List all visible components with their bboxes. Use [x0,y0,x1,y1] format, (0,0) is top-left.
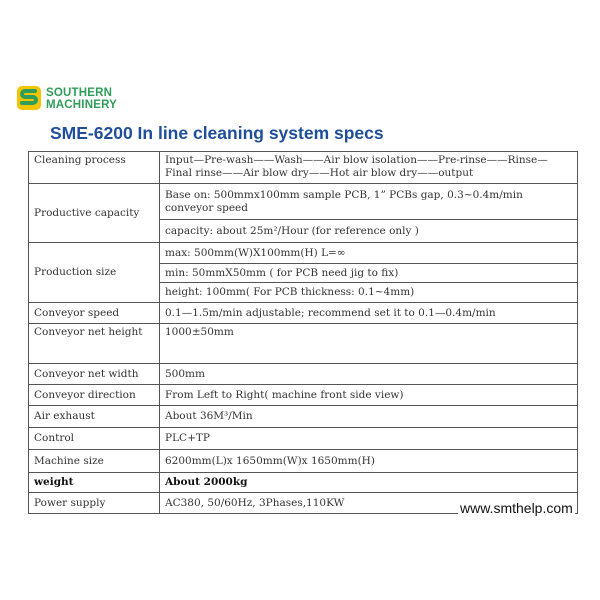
row-value: About 36M³/Min [160,406,578,428]
row-value: 6200mm(L)x 1650mm(W)x 1650mm(H) [160,450,578,473]
row-label: weight [29,473,160,493]
table-row [29,450,578,473]
row-value: 500mm [160,364,578,385]
row-label: Power supply [29,493,160,514]
row-value: height: 100mm( For PCB thickness: 0.1~4mm) [160,283,578,303]
row-label: Conveyor direction [29,385,160,406]
row-value: capacity: about 25m²/Hour (for reference only ) [160,220,578,243]
table-row [29,152,578,184]
table-row [29,428,578,450]
row-label: Conveyor net width [29,364,160,385]
page-title: SME-6200 In line cleaning system specs [50,123,384,143]
row-label: Air exhaust [29,406,160,428]
table-row [29,243,578,264]
logo-line-2: MACHINERY [46,99,118,111]
row-label: Conveyor net height [29,324,160,364]
row-value: max: 500mm(W)X100mm(H) L=∞ [160,243,578,264]
row-label: Productive capacity [29,184,160,243]
table-row [29,473,578,493]
row-value: 0.1—1.5m/min adjustable; recommend set it to 0.1—0.4m/min [160,303,578,324]
row-value: From Left to Right( machine front side view) [160,385,578,406]
specs-table [28,151,578,514]
row-value: min: 50mmX50mm ( for PCB need jig to fix) [160,264,578,283]
row-value: PLC+TP [160,428,578,450]
website-watermark: www.smthelp.com [460,500,573,516]
table-row [29,324,578,364]
row-value: Base on: 500mmx100mm sample PCB, 1” PCBs gap, 0.3~0.4m/min conveyor speed [160,184,578,220]
row-value: 1000±50mm [160,324,578,364]
table-row [29,406,578,428]
table-row [29,385,578,406]
table-row [29,364,578,385]
row-label: Control [29,428,160,450]
table-row [29,303,578,324]
row-value: AC380, 50/60Hz, 3Phases,110KW [160,493,578,514]
row-label: Cleaning process [29,152,160,184]
row-value: About 2000kg [160,473,578,493]
logo-line-1: SOUTHERN [46,87,113,99]
row-value: Input—Pre-wash——Wash——Air blow isolation——Pre-rinse——Rinse— Final rinse——Air blow dry——Hot air blow dry——output [160,152,578,184]
row-label: Production size [29,243,160,303]
row-label: Machine size [29,450,160,473]
logo-text [46,87,117,111]
southern-machinery-logo-icon [16,84,42,112]
row-label: Conveyor speed [29,303,160,324]
table-row [29,184,578,220]
company-logo [16,84,136,114]
